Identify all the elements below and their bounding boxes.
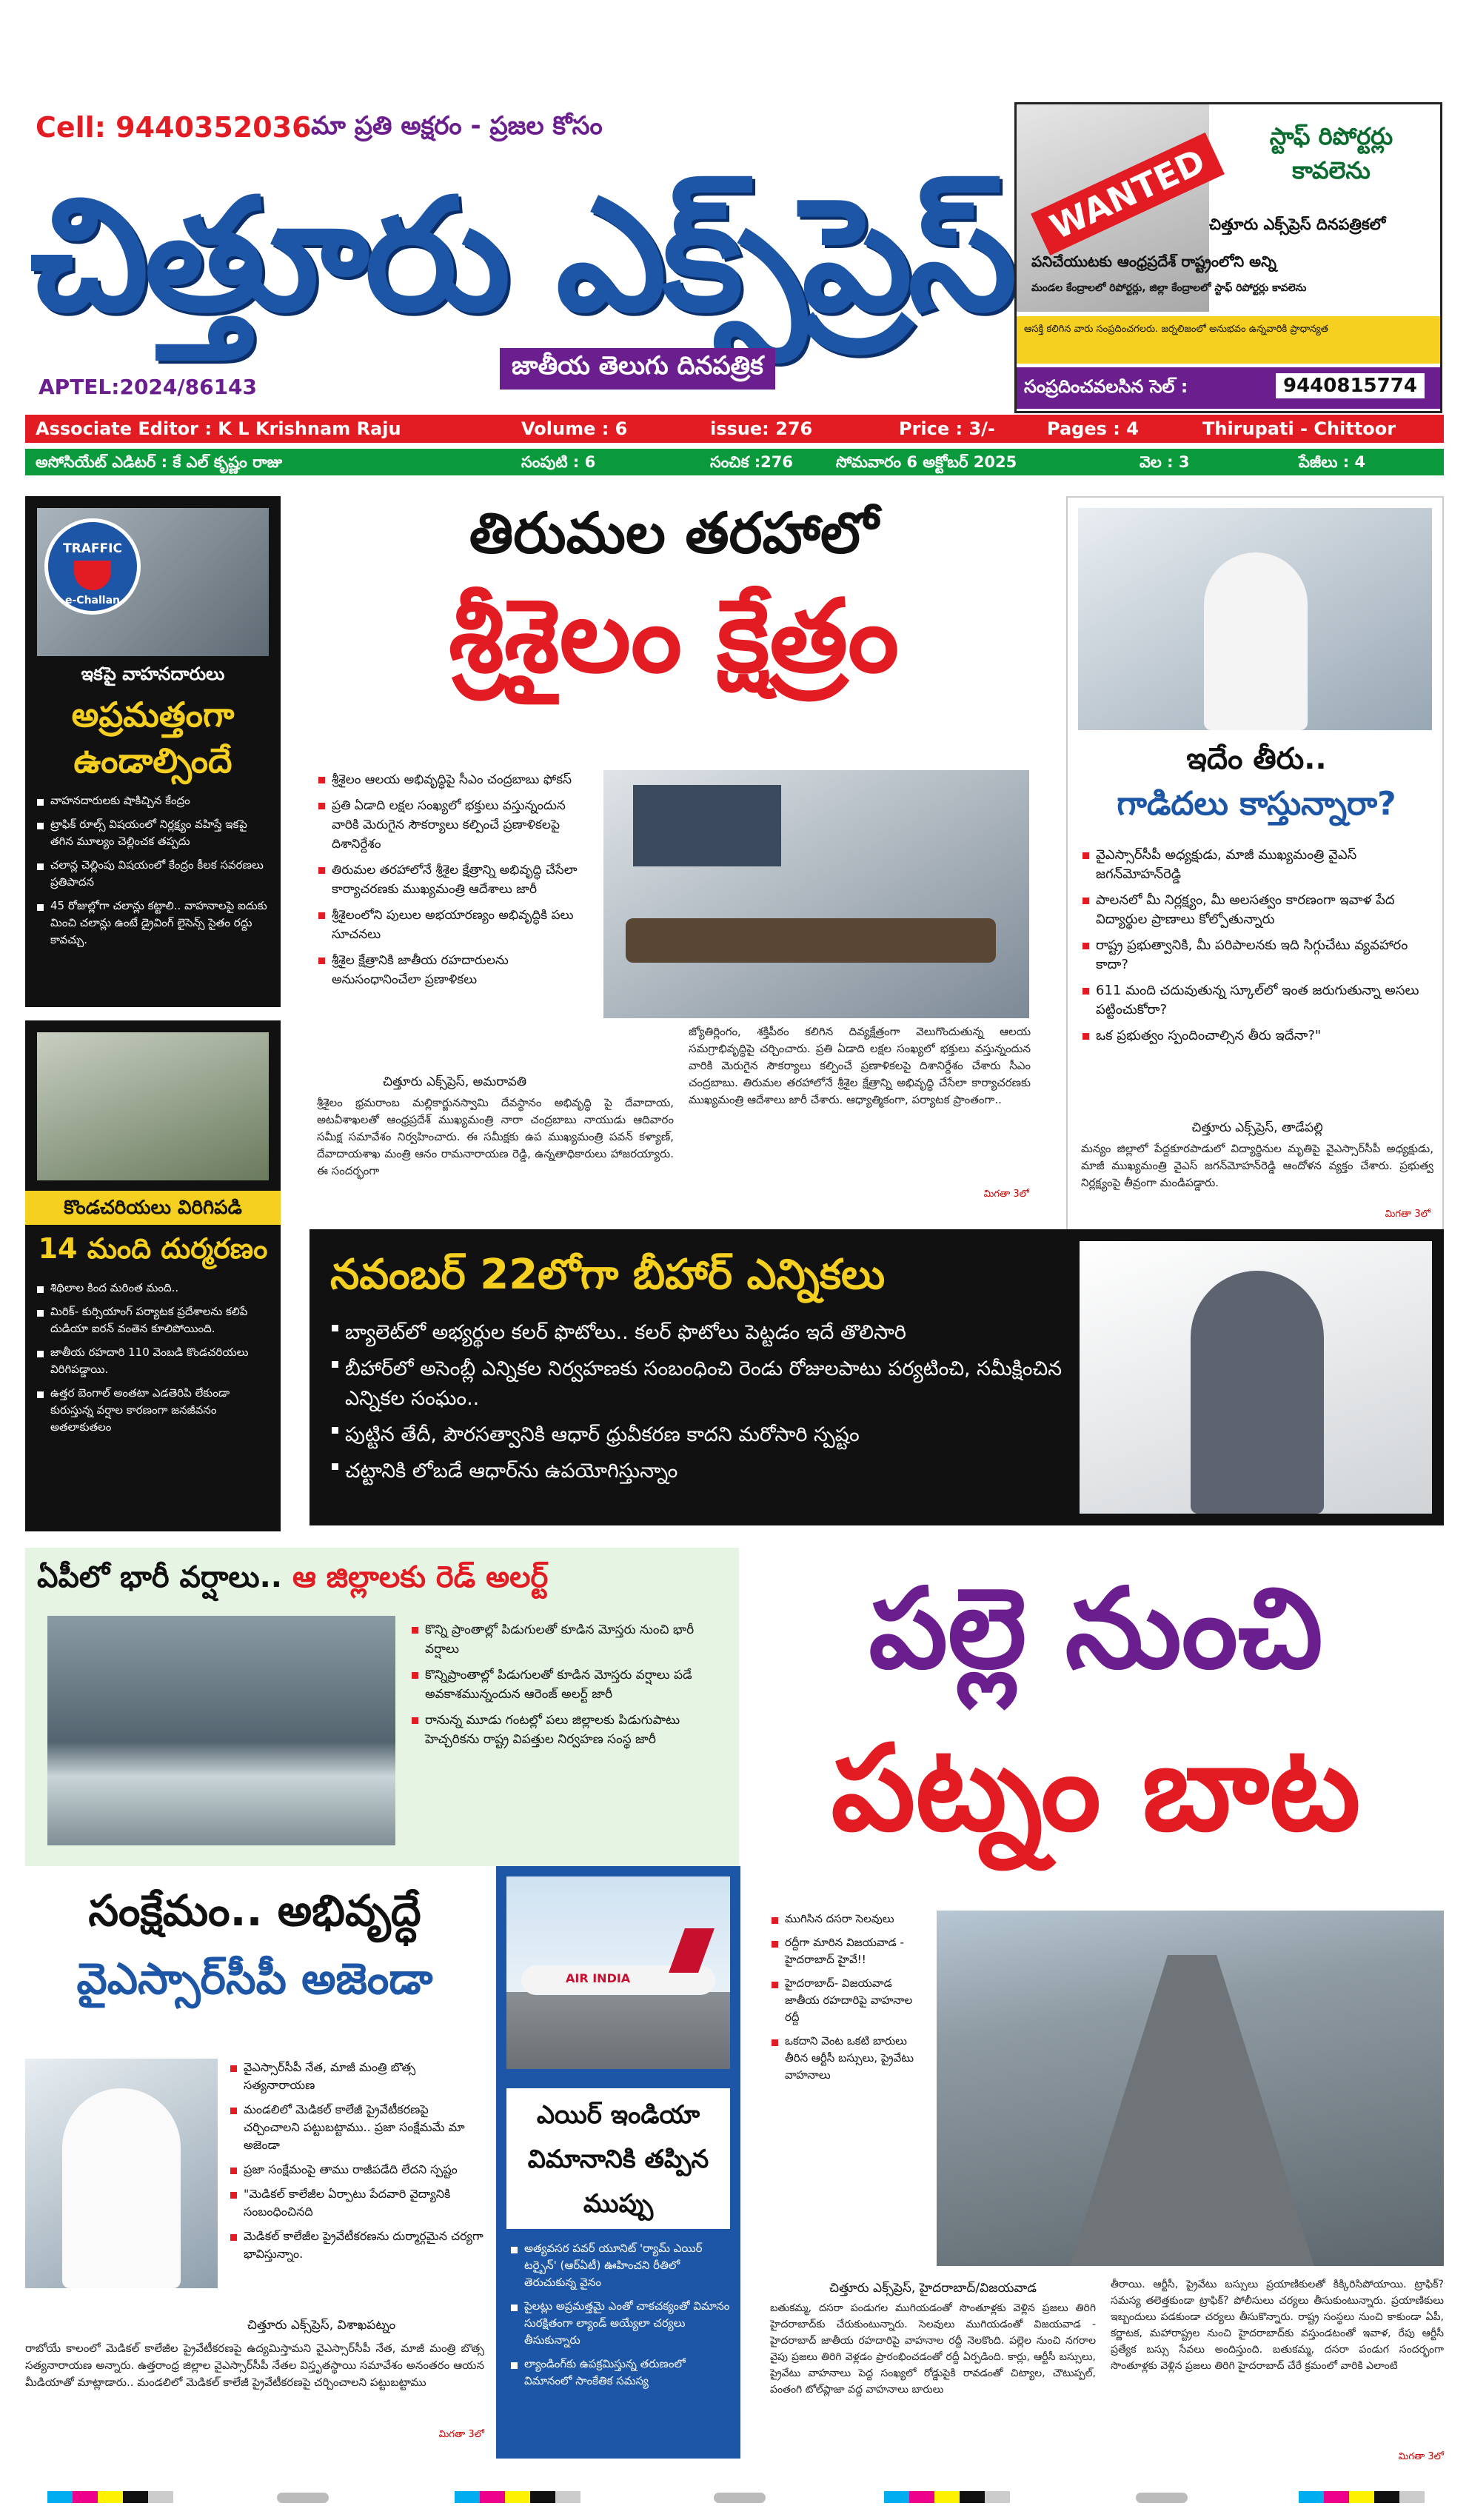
paper-title: చిత్తూరు ఎక్స్‌ప్రెస్ — [30, 164, 1013, 346]
date-te: సోమవారం 6 అక్టోబర్ 2025 — [836, 453, 1017, 471]
bihar-bullets — [330, 1318, 1071, 1493]
village-line-1: పల్లె నుంచి — [869, 1565, 1323, 1694]
airindia-story — [496, 1866, 740, 2459]
ysrcp-headline: వైఎస్సార్‌సీపీ అజెండా — [76, 1953, 433, 2004]
volume: Volume : 6 — [521, 418, 628, 439]
recruitment-ad — [1014, 102, 1442, 413]
rain-headline-b: ఆ జిల్లాలకు రెడ్ అలర్ట్ — [292, 1560, 549, 1594]
village-to-town — [748, 1555, 1444, 1881]
landslide-bullet: మిరిక్- కుర్సియాంగ్ పర్యాటక ప్రదేశాలను కలిపే దుడియా ఐరన్ వంతెన కూలిపోయింది. — [36, 1303, 272, 1337]
motto: మా ప్రతి అక్షరం - ప్రజల కోసం — [311, 111, 603, 141]
issue: issue: 276 — [710, 418, 813, 439]
airindia-bullet: అత్యవసర పవర్ యూనిట్ 'ర్యామ్ ఎయిర్ టర్బైన్' (ఆర్ఏటీ) ఊహించని రీతిలో తెరుచుకున్న వైనం — [509, 2240, 732, 2291]
ysrcp-byline: చిత్తూరు ఎక్స్‌ప్రెస్, విశాఖపట్నం — [247, 2318, 396, 2333]
srisailam-kicker: తిరుమల తరహాలో — [469, 500, 879, 566]
landslide-story — [25, 1020, 281, 1531]
highway-continued: మిగతా 3లో — [1398, 2451, 1444, 2462]
srisailam-bullet: శ్రీశైలం ఆలయ అభివృద్ధిపై సీఎం చంద్రబాబు ఫోకస్ — [317, 770, 592, 789]
jagan-photo — [1078, 508, 1432, 730]
ad-line-1: చిత్తూరు ఎక్స్‌ప్రెస్ దినపత్రికలో — [1209, 215, 1386, 233]
landslide-bullet: ఉత్తర బెంగాల్ అంతటా ఎడతెరిపి లేకుండా కురుస్తున్న వర్షాల కారణంగా జనజీవనం అతలాకుతలం — [36, 1385, 272, 1436]
botsa-photo — [25, 2059, 218, 2288]
shield-icon — [74, 561, 111, 590]
aircraft-tail — [669, 1928, 715, 1973]
aptel-number: APTEL:2024/86143 — [39, 375, 258, 399]
rain-story — [25, 1548, 739, 1866]
srisailam-byline: చిత్తూరు ఎక్స్‌ప్రెస్, అమరావతి — [382, 1074, 527, 1089]
jagan-bullet: రాష్ట్ర ప్రభుత్వానికి, మీ పరిపాలనకు ఇది సిగ్గుచేటు వ్యవహారం కాదా? — [1081, 936, 1433, 975]
srisailam-bullet: తిరుమల తరహాలోనే శ్రీశైల క్షేత్రాన్ని అభివృద్ధి చేసేలా కార్యాచరణకు ముఖ్యమంత్రి ఆదేశాలు జారీ — [317, 860, 592, 899]
paper-subtitle: జాతీయ తెలుగు దినపత్రిక — [500, 348, 775, 390]
jagan-headline: గాడిదలు కాస్తున్నారా? — [1117, 785, 1396, 823]
bihar-bullet: పుట్టిన తేదీ, పౌరసత్వానికి ఆధార్ ధ్రువీకరణ కాదని మరోసారి స్పష్టం — [330, 1420, 1071, 1450]
botsa-figure — [62, 2088, 181, 2288]
srisailam-bullet: శ్రీశైల క్షేత్రానికి జాతీయ రహదారులను అనుసంధానించేలా ప్రణాళికలు — [317, 951, 592, 989]
highway-bullet: ముగిసిన దసరా సెలవులు — [770, 1911, 926, 1928]
ysrcp-story — [25, 1881, 484, 2473]
ysrcp-bullet: మెడికల్ కాలేజీల ప్రైవేటీకరణను దుర్మార్గమైన చర్యగా భావిస్తున్నాం. — [229, 2227, 484, 2263]
wanted-stamp: WANTED — [1031, 133, 1225, 255]
bihar-bullet: చట్టానికి లోబడే ఆధార్‌ను ఉపయోగిస్తున్నాం — [330, 1457, 1071, 1486]
echallan-logo-top: TRAFFIC — [63, 541, 122, 556]
highway-bullet: హైదరాబాద్- విజయవాడ జాతీయ రహదారిపై వాహనాల రద్దీ — [770, 1975, 926, 2026]
traffic-kicker: ఇకపై వాహనదారులు — [81, 664, 225, 684]
ad-contact-label: సంప్రదించవలసిన సెల్ : — [1024, 376, 1188, 397]
jagan-bullet: ఒక ప్రభుత్వం స్పందించాల్సిన తీరు ఇదేనా?" — [1081, 1026, 1433, 1046]
srisailam-bullet: శ్రీశైలంలోని పులుల అభయారణ్యం అభివృద్ధికి పలు సూచనలు — [317, 906, 592, 944]
reg-pill — [277, 2493, 329, 2503]
rain-bullet: కొన్ని ప్రాంతాల్లో పిడుగులతో కూడిన మోస్తరు నుంచి భారీ వర్షాలు — [410, 1620, 729, 1659]
landslide-headline-1: కొండచరియలు విరిగిపడి — [25, 1191, 281, 1225]
traffic-bullet: వాహనదారులకు షాకిచ్చిన కేంద్రం — [36, 792, 272, 809]
jagan-continued: మిగతా 3లో — [1385, 1209, 1430, 1220]
color-bar — [1299, 2491, 1425, 2503]
landslide-bullet: శిథిలాల కింద మరింత మంది.. — [36, 1280, 272, 1297]
srisailam-bullet: ప్రతి ఏడాది లక్షల సంఖ్యలో భక్తులు వస్తున్నందున వారికి మెరుగైన సౌకర్యాలు కల్పించే ప్రణాళికలపై దిశానిర్దేశం — [317, 796, 592, 854]
associate-editor-te: అసోసియేట్ ఎడిటర్ : కే ఎల్ కృష్ణం రాజు — [36, 453, 283, 471]
rain-headline-a: ఏపీలో భారీ వర్షాలు.. — [37, 1560, 283, 1594]
masthead — [0, 0, 1469, 415]
srisailam-bullets — [317, 770, 592, 996]
highway-body-left: బతుకమ్మ, దసరా పండుగల ముగియడంతో సొంతూళ్లకు వెళ్లిన ప్రజలు తిరిగి హైదరాబాద్‌కు చేరుకుంటున్నారు. సెలవులు ముగియడంతో విజయవాడ - హైదరాబాద్ జాతీయ రహదారిపై వాహనాల రద్దీ నెలకొంది. పల్లెల నుంచి నగరాల వైపు ప్రజలు తిరిగి వెళ్లడం ప్రారంభించడంతో రద్దీ ఏర్పడింది. కార్లు, ఆర్టీసీ బస్సులు, ప్రైవేటు వాహనాలు పెద్ద సంఖ్యలో రోడ్డుపైకి రావడంతో చిట్యాల, చౌటుప్పల్, పంతంగి టోల్‌ప్లాజా వద్ద వాహనాలు బారులు — [770, 2302, 1096, 2396]
pages: Pages : 4 — [1047, 418, 1139, 439]
highway-bullet: ఒకదాని వెంట ఒకటి బారులు తీరిన ఆర్టీసీ బస్సులు, ప్రైవేటు వాహనాలు — [770, 2033, 926, 2084]
jagan-bullets — [1081, 846, 1433, 1052]
landslide-headline-2: 14 మంది దుర్మరణం — [38, 1232, 268, 1265]
ysrcp-continued: మిగతా 3లో — [438, 2429, 484, 2440]
traffic-headline: అప్రమత్తంగా ఉండాల్సిందే — [71, 695, 235, 781]
jagan-body: మన్యం జిల్లాలో పేద్దకూరపాడులో విద్యార్థినుల మృతిపై వైఎస్సార్‌సీపీ అధ్యక్షుడు, మాజీ ముఖ్యమంత్రి వైఎస్ జగన్‌మోహన్‌రెడ్డి ఆందోళన వ్యక్తం చేశారు. ప్రభుత్వ నిర్లక్ష్యంపై తీవ్రంగా మండిపడ్డారు. — [1081, 1142, 1433, 1189]
rain-bullets — [410, 1620, 729, 1756]
airindia-headline: ఎయిర్ ఇండియా విమానానికి తప్పిన ముప్పు — [506, 2088, 730, 2229]
bihar-headline: నవంబర్ 22లోగా బీహార్ ఎన్నికలు — [330, 1251, 886, 1299]
price: Price : 3/- — [899, 418, 995, 439]
jagan-bullet: పాలనలో మీ నిర్లక్ష్యం, మీ అలసత్వం కారణంగా ఇవాళ పేద విద్యార్థుల ప్రాణాలు కోల్పోతున్నారు — [1081, 891, 1433, 929]
airindia-bullet: పైలట్లు అప్రమత్తమై ఎంతో చాకచక్యంతో విమానం సురక్షితంగా ల్యాండ్ అయ్యేలా చర్యలు తీసుకున్నారు — [509, 2298, 732, 2349]
official-photo — [1080, 1241, 1432, 1514]
highway-story — [770, 1911, 1444, 2473]
aircraft-photo — [506, 1876, 730, 2069]
rain-bullet: కొన్నిప్రాంతాల్లో పిడుగులతో కూడిన మోస్తరు వర్షాలు పడే అవకాశమున్నందున ఆరెంజ్ అలర్ట్ జారీ — [410, 1665, 729, 1704]
traffic-bullets — [36, 792, 272, 955]
landslide-bullet: జాతీయ రహదారి 110 వెంబడి కొండచరియలు విరిగిపడ్డాయి. — [36, 1344, 272, 1378]
reg-pill — [714, 2493, 766, 2503]
highway-photo — [937, 1911, 1444, 2266]
jagan-figure — [1204, 552, 1308, 730]
ysrcp-bullet: ప్రజా సంక్షేమంపై తాము రాజీపడేది లేదని స్పష్టం — [229, 2161, 484, 2179]
registration-marks — [25, 2488, 1444, 2506]
rain-bullet: రానున్న మూడు గంటల్లో పలు జిల్లాలకు పిడుగుపాటు హెచ్చరికను రాష్ట్ర విపత్తుల నిర్వహణ సంస్థ జారీ — [410, 1711, 729, 1749]
airindia-bullet: ల్యాండింగ్‌కు ఉపక్రమిస్తున్న తరుణంలో విమానంలో సాంకేతిక సమస్య — [509, 2356, 732, 2390]
ysrcp-kicker: సంక్షేమం.. అభివృద్ధే — [88, 1885, 421, 1936]
jagan-bullet: వైఎస్సార్‌సీపీ అధ్యక్షుడు, మాజీ ముఖ్యమంత్రి వైఎస్ జగన్‌మోహన్‌రెడ్డి — [1081, 846, 1433, 884]
price-te: వెల : 3 — [1140, 453, 1190, 471]
color-bar — [884, 2491, 1010, 2503]
reg-pill — [1136, 2493, 1188, 2503]
meeting-screen — [633, 785, 781, 866]
highway-byline: చిత్తూరు ఎక్స్‌ప్రెస్, హైదరాబాద్/విజయవాడ — [829, 2281, 1037, 2296]
pages-te: పేజీలు : 4 — [1299, 453, 1366, 471]
bridge-photo — [37, 1032, 269, 1180]
highway-body-right: తీరాయి. ఆర్టీసీ, ప్రైవేటు బస్సులు ప్రయాణికులతో కిక్కిరిసిపోయాయి. ట్రాఫిక్? సమస్య తలెత్తకుండా ట్రాఫిక్? పోలీసులు చర్యలు తీసుకుంటున్నారు. ప్రయాణికులు ఇబ్బందులు పడకుండా చర్యలు తీసుకొన్నారు. రాష్ట్ర సంస్థలు నుంచి కాకుండా ఏపీ, కర్ణాటక, మహారాష్ట్రల నుంచి హైదరాబాద్‌కు వస్తుండటంతో ఇవాళ, రేపు ఆర్టీసీ ప్రత్యేక బస్సు సేవలు అందిస్తుంది. బతుకమ్మ, దసరా పండుగ సందర్భంగా సొంతూళ్లకు వెళ్లిన ప్రజలు తిరిగి హైదరాబాద్ చేరే క్రమంలో వారికి ఎలాంటి — [1111, 2279, 1444, 2372]
airindia-bullets — [509, 2240, 732, 2396]
aircraft-livery: AIR INDIA — [566, 1971, 631, 1985]
place: Thirupati - Chittoor — [1202, 418, 1396, 439]
srisailam-headline: శ్రీశైలం క్షేత్రం — [448, 578, 900, 695]
landslide-bullets — [36, 1280, 272, 1443]
ysrcp-bullets — [229, 2059, 484, 2270]
storm-photo — [47, 1616, 395, 1845]
srisailam-body-right: జ్యోతిర్లింగం, శక్తిపీఠం కలిగిన దివ్యక్షేత్రంగా వెలుగొందుతున్న ఆలయ సమగ్రాభివృద్ధిపై చర్చించారు. ప్రతి ఏడాది లక్షల సంఖ్యలో భక్తులు వస్తున్నందున వారికి మెరుగైన సౌకర్యాలు కల్పించే ప్రణాళికలపై దిశానిర్దేశం చేశారు సీఎం చంద్రబాబు. తిరుమల తరహాలోనే శ్రీశైల క్షేత్రాన్ని అభివృద్ధి చేసేలా కార్యాచరణకు ముఖ్యమంత్రి ఆదేశాలు జారీ చేశారు. ఆధ్యాత్మికంగా, పర్యాటక ప్రాంతంగా.. — [689, 1025, 1031, 1106]
bihar-bullet: బీహార్‌లో అసెంబ్లీ ఎన్నికల నిర్వహణకు సంబంధించి రెండు రోజులపాటు పర్యటించి, సమీక్షించిన ఎన్నికల సంఘం.. — [330, 1354, 1071, 1414]
color-bar — [455, 2491, 580, 2503]
bihar-bullet: బ్యాలెట్‌లో అభ్యర్థుల కలర్ ఫొటోలు.. కలర్ ఫొటోలు పెట్టడం ఇదే తొలిసారి — [330, 1318, 1071, 1348]
ad-contact-bar — [1017, 367, 1440, 409]
rain-headline — [37, 1555, 733, 1600]
ysrcp-bullet: "మెడికల్ కాలేజీల ఏర్పాటు పేదవారి వైద్యానికి సంబంధించినది — [229, 2185, 484, 2221]
ad-line-3: మండల కేంద్రాలలో రిపోర్టర్లు, జిల్లా కేంద్రాలలో స్టాఫ్ రిపోర్టర్లు కావలెను — [1031, 282, 1307, 294]
highway-bullet: రద్దీగా మారిన విజయవాడ - హైదరాబాద్ హైవే!! — [770, 1934, 926, 1968]
ad-line-4: ఆసక్తి కలిగిన వారు సంప్రదించగలరు. జర్నలిజంలో అనుభవం ఉన్నవారికి ప్రాధాన్యత — [1017, 316, 1440, 364]
info-bar-english — [25, 415, 1444, 443]
jagan-bullet: 611 మంది చదువుతున్న స్కూల్‌లో ఇంత జరుగుతున్నా అసలు పట్టించుకోరా? — [1081, 981, 1433, 1020]
ad-line-2: పనిచేయుటకు ఆంధ్రప్రదేశ్ రాష్ట్రంలోని అన్ని — [1031, 253, 1276, 270]
traffic-photo — [37, 508, 269, 656]
ysrcp-body: రాబోయే కాలంలో మెడికల్ కాలేజీల ప్రైవేటీకరణపై ఉద్యమిస్తామని వైఎస్సార్‌సీపీ నేత, మాజీ మంత్రి బొత్స సత్యనారాయణ అన్నారు. ఉత్తరాంధ్ర జిల్లాల వైఎస్సార్‌సీపీ నేతల విస్తృతస్థాయి సమావేశం అనంతరం ఆయన మీడియాతో మాట్లాడారు.. మండలిలో మెడికల్ కాలేజీ ప్రైవేటీకరణపై చర్చించాలని పట్టుబట్టాము — [25, 2342, 484, 2389]
village-line-2: పట్నం బాట — [831, 1719, 1361, 1857]
srisailam-continued: మిగతా 3లో — [983, 1189, 1029, 1200]
ad-contact-number: 9440815774 — [1276, 373, 1425, 398]
echallan-logo — [44, 518, 141, 615]
ad-heading: స్టాఫ్ రిపోర్టర్లు కావలెను — [1269, 122, 1393, 184]
meeting-table — [626, 918, 996, 963]
traffic-bullet: 45 రోజుల్లోగా చలాన్లు కట్టాలి.. వాహనాలపై ఐదుకు మించి చలాన్లు ఉంటే డ్రైవింగ్ లైసెన్స్ సైతం రద్దు కావచ్చు. — [36, 898, 272, 949]
issue-te: సంచిక :276 — [710, 453, 793, 471]
traffic-bullet: చలాన్ల చెల్లింపు విషయంలో కేంద్రం కీలక సవరణలు ప్రతిపాదన — [36, 857, 272, 891]
cell-number: Cell: 9440352036 — [36, 111, 312, 144]
ysrcp-bullet: వైఎస్సార్‌సీపీ నేత, మాజీ మంత్రి బొత్స సత్యనారాయణ — [229, 2059, 484, 2094]
info-bar-telugu — [25, 449, 1444, 475]
meeting-photo — [603, 770, 1029, 1018]
bihar-story — [309, 1229, 1444, 1525]
jagan-kicker: ఇదేం తీరు.. — [1186, 742, 1327, 776]
volume-te: సంపుటి : 6 — [521, 453, 596, 471]
srisailam-story — [304, 496, 1044, 1237]
highway-road — [1070, 1955, 1314, 2266]
official-figure — [1191, 1271, 1324, 1514]
color-bar — [47, 2491, 173, 2503]
ysrcp-bullet: మండలిలో మెడికల్ కాలేజీ ప్రైవేటీకరణపై చర్చించాలని పట్టుబట్టాము.. ప్రజా సంక్షేమమే మా అజెండా — [229, 2101, 484, 2154]
traffic-story — [25, 496, 281, 1007]
echallan-logo-bottom: e-Challan — [64, 595, 120, 606]
traffic-bullet: ట్రాఫిక్ రూల్స్ విషయంలో నిర్లక్ష్యం వహిస్తే ఇకపై తగిన మూల్యం చెల్లించక తప్పదు — [36, 816, 272, 850]
srisailam-body-left: శ్రీశైలం భ్రమరాంబ మల్లికార్జునస్వామి దేవస్థానం అభివృద్ధి పై దేవాదాయ, అటవీశాఖలతో ఆంధ్రప్రదేశ్ ముఖ్యమంత్రి నారా చంద్రబాబు నాయుడు ఆదివారం సమీక్ష సమావేశం నిర్వహించారు. ఈ సమీక్షకు ఉప ముఖ్యమంత్రి పవన్ కళ్యాణ్, దేవాదాయశాఖ మంత్రి ఆనం రామనారాయణ రెడ్డి, ఉన్నతాధికారులు హాజరయ్యారు. ఈ సందర్భంగా — [317, 1096, 674, 1177]
jagan-byline: చిత్తూరు ఎక్స్‌ప్రెస్, తాడేపల్లి — [1191, 1120, 1323, 1135]
highway-bullets — [770, 1911, 926, 2090]
jagan-story — [1066, 496, 1444, 1237]
associate-editor: Associate Editor : K L Krishnam Raju — [36, 418, 401, 439]
